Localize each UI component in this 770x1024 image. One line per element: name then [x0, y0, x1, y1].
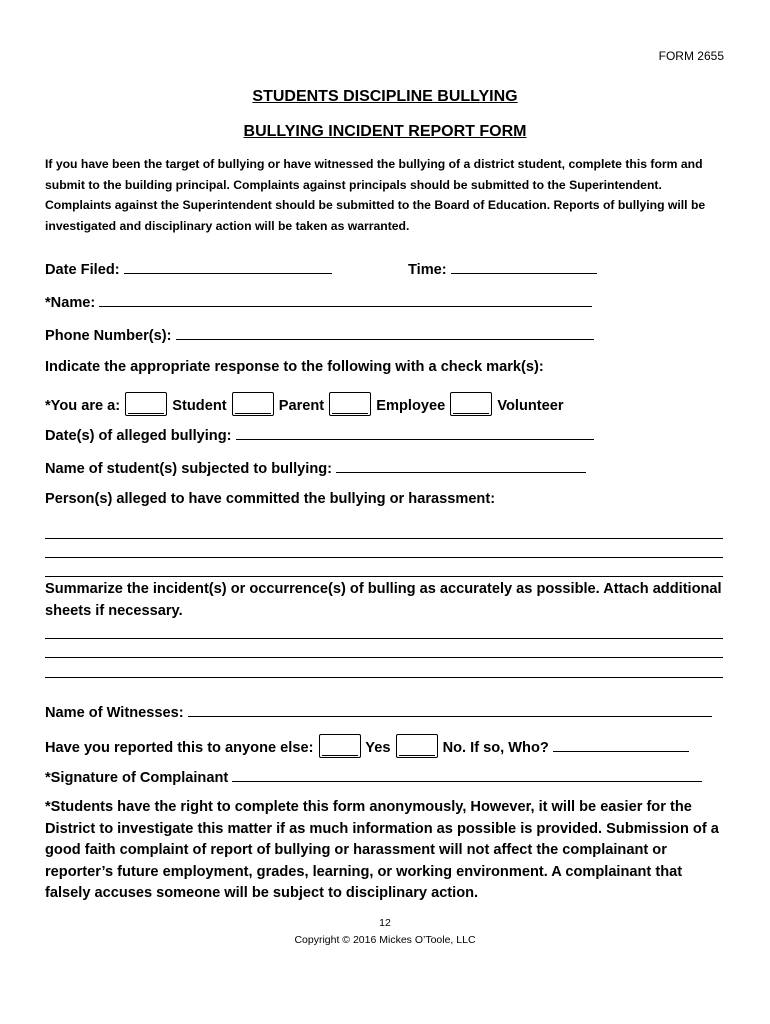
dates-alleged-label: Date(s) of alleged bullying: [45, 428, 232, 444]
dates-alleged-field[interactable] [236, 425, 594, 440]
time-label: Time: [408, 262, 447, 278]
persons-alleged-line-1[interactable] [45, 538, 723, 539]
parent-checkbox[interactable] [232, 392, 274, 416]
reported-label: Have you reported this to anyone else: [45, 740, 314, 756]
summary-line-3[interactable] [45, 677, 723, 678]
reported-who-field[interactable] [553, 737, 689, 752]
yes-option-label: Yes [365, 740, 391, 756]
page-title: STUDENTS DISCIPLINE BULLYING [252, 88, 518, 105]
time-row [408, 259, 597, 278]
role-label: *You are a: [45, 398, 121, 414]
role-row [45, 392, 564, 416]
phone-field[interactable] [176, 325, 594, 340]
yes-checkbox[interactable] [319, 734, 361, 758]
anonymity-notice: *Students have the right to complete this form anonymously, However, it will be easier for the District to investigate this matter if as much information as possible is provided. Submission of a good faith complaint of report of bullying or harassment will not affect the complainant or reporter’s future employment, grades, learning, or working environment. A complainant that falsely accuses someone will be subject to disciplinary action. [45, 799, 719, 901]
volunteer-checkbox[interactable] [450, 392, 492, 416]
summarize-label: Summarize the incident(s) or occurrence(s) of bulling as accurately as possible. Attach additional sheets if necessary. [45, 581, 722, 619]
date-filed-label: Date Filed: [45, 262, 120, 278]
persons-alleged-line-2[interactable] [45, 557, 723, 558]
form-subtitle: BULLYING INCIDENT REPORT FORM [243, 123, 527, 140]
witnesses-row [45, 702, 712, 721]
witnesses-label: Name of Witnesses: [45, 705, 184, 721]
dates-alleged-row [45, 425, 594, 444]
time-field[interactable] [451, 259, 597, 274]
phone-label: Phone Number(s): [45, 328, 172, 344]
students-subjected-row [45, 458, 586, 477]
page-number: 12 [379, 917, 391, 929]
students-subjected-label: Name of student(s) subjected to bullying: [45, 461, 333, 477]
copyright: Copyright © 2016 Mickes O’Toole, LLC [294, 934, 476, 946]
form-number: FORM 2655 [658, 49, 724, 63]
student-checkbox[interactable] [125, 392, 167, 416]
summary-line-2[interactable] [45, 657, 723, 658]
signature-row [45, 767, 702, 786]
name-label: *Name: [45, 295, 96, 311]
summary-line-1[interactable] [45, 638, 723, 639]
witnesses-field[interactable] [188, 702, 712, 717]
no-checkbox[interactable] [396, 734, 438, 758]
students-subjected-field[interactable] [336, 458, 586, 473]
volunteer-option-label: Volunteer [497, 398, 564, 414]
no-option-label: No. If so, Who? [442, 740, 549, 756]
employee-option-label: Employee [376, 398, 446, 414]
date-filed-field[interactable] [124, 259, 332, 274]
intro-text: If you have been the target of bullying or have witnessed the bullying of a district student, complete this form and submit to the building principal. Complaints against principals should be submitted to the Superintendent. Complaints against the Superintendent should be submitted to the Board of Education. Reports of bullying will be investigated and disciplinary action will be taken as warranted. [45, 157, 706, 233]
reported-row [45, 734, 689, 758]
signature-label: *Signature of Complainant [45, 770, 229, 786]
check-instruction: Indicate the appropriate response to the following with a check mark(s): [45, 359, 544, 375]
name-row [45, 292, 592, 311]
student-option-label: Student [172, 398, 227, 414]
name-field[interactable] [99, 292, 592, 307]
parent-option-label: Parent [278, 398, 325, 414]
date-filed-row [45, 259, 332, 278]
persons-alleged-line-3[interactable] [45, 576, 723, 577]
persons-alleged-label: Person(s) alleged to have committed the bullying or harassment: [45, 491, 496, 507]
phone-row [45, 325, 594, 344]
employee-checkbox[interactable] [329, 392, 371, 416]
signature-field[interactable] [232, 767, 702, 782]
